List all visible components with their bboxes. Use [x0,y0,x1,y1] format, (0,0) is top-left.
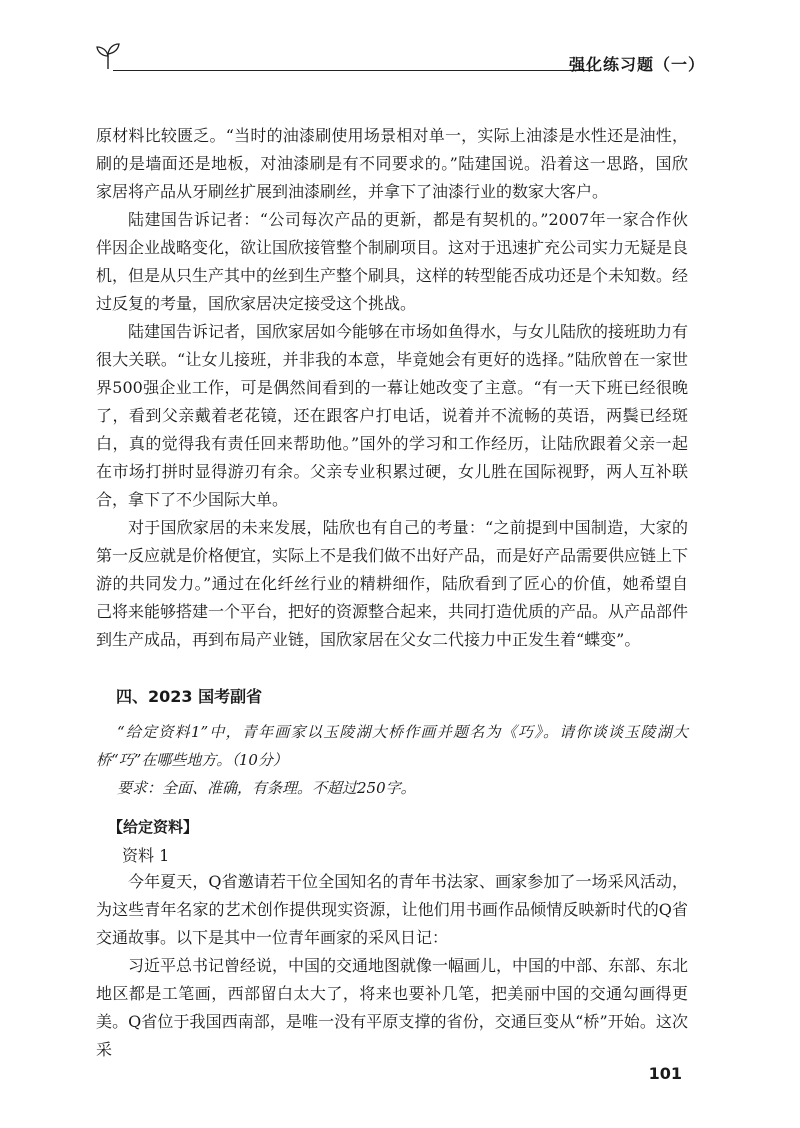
paragraph: 习近平总书记曾经说，中国的交通地图就像一幅画儿，中国的中部、东部、东北地区都是工笔画，西部留白太大了，将来也要补几笔，把美丽中国的交通勾画得更美。Q省位于我国西南部，是唯一没有平原支撑的省份，交通巨变从“桥”开始。这次采 [96,956,689,1059]
paragraph: 原材料比较匮乏。“当时的油漆刷使用场景相对单一，实际上油漆是水性还是油性，刷的是墙面还是地板，对油漆刷是有不同要求的。”陆建国说。沿着这一思路，国欣家居将产品从牙刷丝扩展到油漆刷丝，并拿下了油漆行业的数家大客户。 [96,126,688,201]
article-body [96,122,688,654]
header-title: 强化练习题（一） [568,55,705,74]
page-header [95,40,705,80]
sprout-icon [95,42,121,70]
page-number: 101 [648,1064,682,1083]
material-label: 资料 1 [122,846,170,865]
paragraph: 今年夏天，Q省邀请若干位全国知名的青年书法家、画家参加了一场采风活动，为这些青年名家的艺术创作提供现实资源，让他们用书画作品倾情反映新时代的Q省交通故事。以下是其中一位青年画家的采风日记： [96,872,688,947]
material-body [96,868,688,1064]
material-heading: 【给定资料】 [108,818,199,836]
paragraph: 对于国欣家居的未来发展，陆欣也有自己的考量：“之前提到中国制造，大家的第一反应就是价格便宜，实际上不是我们做不出好产品，而是好产品需要供应链上下游的共同发力。”通过在化纤丝行业的精耕细作，陆欣看到了匠心的价值，她希望自己将来能够搭建一个平台，把好的资源整合起来，共同打造优质的产品。从产品部件到生产成品，再到布局产业链，国欣家居在父女二代接力中正发生着“蝶变”。 [96,518,689,649]
header-rule [113,70,593,71]
paragraph: 陆建国告诉记者：“公司每次产品的更新，都是有契机的。”2007年一家合作伙伴因企业战略变化，欲让国欣接管整个制刷项目。这对于迅速扩充公司实力无疑是良机，但是从只生产其中的丝到生产整个刷具，这样的转型能否成功还是个未知数。经过反复的考量，国欣家居决定接受这个挑战。 [96,210,689,313]
question-block [96,718,688,802]
paragraph: 陆建国告诉记者，国欣家居如今能够在市场如鱼得水，与女儿陆欣的接班助力有很大关联。“让女儿接班，并非我的本意，毕竟她会有更好的选择。”陆欣曾在一家世界500强企业工作，可是偶然间看到的一幕让她改变了主意。“有一天下班已经很晚了，看到父亲戴着老花镜，还在跟客户打电话，说着并不流畅的英语，两鬓已经斑白，真的觉得我有责任回来帮助他。”国外的学习和工作经历，让陆欣跟着父亲一起在市场打拼时显得游刃有余。父亲专业积累过硬，女儿胜在国际视野，两人互补联合，拿下了不少国际大单。 [96,322,689,509]
section-title: 四、2023 国考副省 [116,687,263,706]
question-text: “给定资料1”中，青年画家以玉陵湖大桥作画并题名为《巧》。请你谈谈玉陵湖大桥“巧”在哪些地方。（10分） [96,723,688,769]
question-requirement: 要求：全面、准确，有条理。不超过250字。 [117,779,416,797]
